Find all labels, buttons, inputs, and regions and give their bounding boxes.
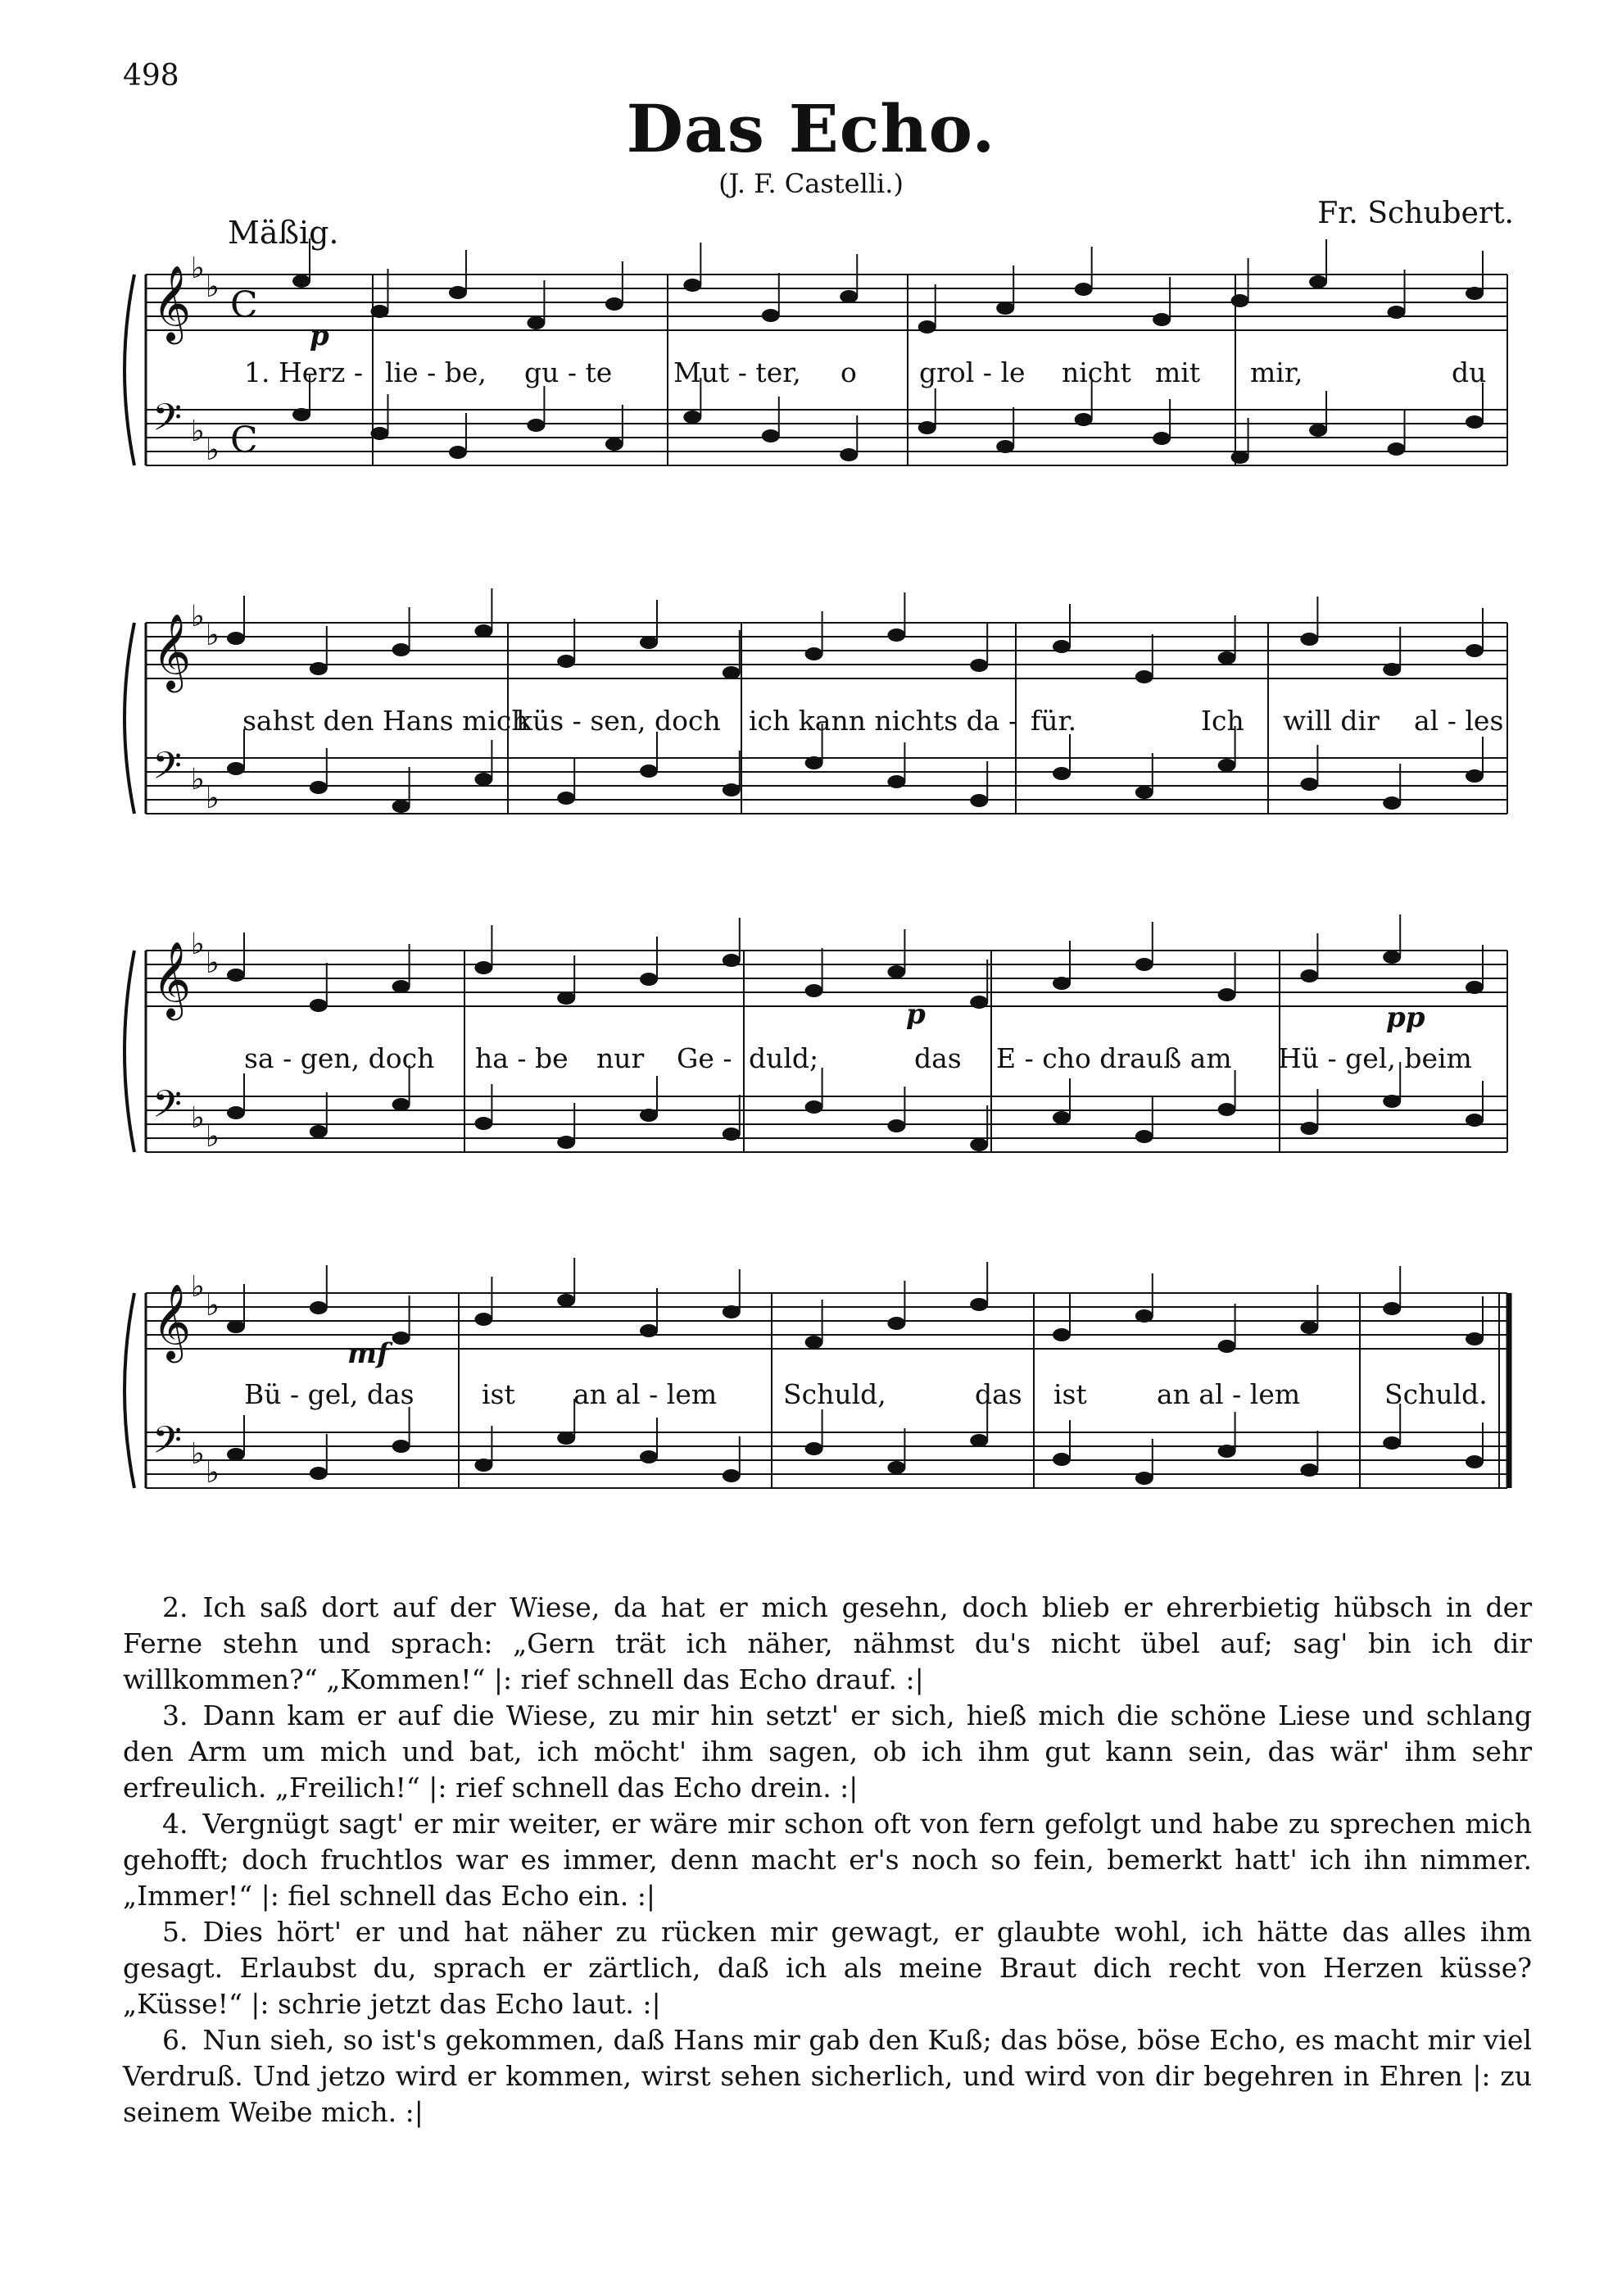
note-head — [1300, 969, 1318, 982]
note-head — [1383, 1302, 1401, 1315]
note-head — [1053, 1111, 1071, 1124]
lyric: grol - le — [919, 356, 1026, 388]
note-head — [474, 1313, 492, 1326]
flat-sign: ♭ — [191, 1101, 205, 1135]
lyric: lie - be, — [385, 356, 487, 388]
note-head — [640, 765, 658, 778]
note-head — [392, 1332, 410, 1345]
note-head — [723, 1469, 741, 1482]
note-head — [370, 305, 388, 318]
note-head — [392, 643, 410, 656]
note-head — [723, 954, 741, 967]
note-head — [1218, 1445, 1236, 1458]
note-head — [292, 275, 310, 288]
note-head — [805, 647, 823, 660]
verse-6 — [123, 2022, 1532, 2130]
note-head — [1135, 958, 1153, 971]
flat-sign: ♭ — [206, 433, 220, 467]
note-head — [887, 965, 905, 978]
treble-clef: 𝄞 — [152, 613, 192, 689]
note-head — [887, 1119, 905, 1132]
note-head — [640, 1324, 658, 1337]
note-head — [527, 316, 545, 329]
note-head — [310, 1467, 328, 1480]
note-head — [557, 655, 575, 668]
note-head — [723, 1305, 741, 1318]
note-head — [527, 419, 545, 432]
note-head — [310, 781, 328, 794]
note-head — [918, 320, 936, 334]
bass-clef: 𝄢 — [152, 396, 183, 449]
note-head — [227, 762, 245, 775]
additional-verses — [123, 1590, 1532, 2130]
note-head — [918, 421, 936, 434]
note-head — [1300, 633, 1318, 646]
note-head — [227, 969, 245, 982]
note-head — [1388, 306, 1406, 319]
verse-2 — [123, 1590, 1532, 1698]
lyric: das — [914, 1042, 962, 1074]
lyric: an al - lem — [573, 1378, 718, 1410]
note-head — [640, 636, 658, 649]
lyric: mir, — [1250, 356, 1303, 388]
lyric: E - cho drauß am — [996, 1042, 1232, 1074]
note-head — [805, 756, 823, 769]
lyric: für. — [1031, 705, 1077, 737]
note-head — [1466, 1332, 1484, 1345]
lyric: sahst den Hans mich — [242, 705, 529, 737]
note-head — [449, 286, 467, 299]
note-head — [557, 1136, 575, 1149]
note-head — [1153, 432, 1171, 445]
treble-clef: 𝄞 — [152, 265, 192, 341]
note-head — [1300, 778, 1318, 791]
note-head — [1383, 951, 1401, 964]
note-head — [310, 662, 328, 675]
song-title: Das Echo. — [626, 90, 996, 167]
lyric: o — [840, 356, 857, 388]
note-head — [887, 628, 905, 642]
note-head — [840, 448, 858, 461]
verse-number: 3. — [162, 1699, 188, 1731]
note-head — [723, 1128, 741, 1141]
note-head — [1218, 1103, 1236, 1116]
verse-3 — [123, 1698, 1532, 1806]
note-head — [1231, 294, 1249, 307]
lyric: Hü - gel, beim — [1278, 1042, 1472, 1074]
note-head — [557, 1294, 575, 1307]
verse-text: Vergnügt sagt' er mir weiter, er wäre mir schon oft von fern gefolgt und habe zu sprechen mich gehofft; doch fruchtlos war es immer, denn macht er's noch so fein, bemerkt hatt' ich ihn nimmer. „Immer!“ |: fiel schnell das Echo ein. :| — [123, 1808, 1532, 1912]
verse-number: 4. — [162, 1808, 188, 1840]
lyric: will dir — [1283, 705, 1380, 737]
note-head — [1383, 1436, 1401, 1450]
note-head — [557, 792, 575, 805]
note-head — [640, 1450, 658, 1463]
flat-sign: ♭ — [191, 928, 205, 961]
note-head — [1466, 769, 1484, 783]
note-head — [227, 632, 245, 645]
lyric: nicht — [1062, 356, 1131, 388]
note-head — [1383, 796, 1401, 810]
page-number: 498 — [123, 59, 179, 93]
note-head — [805, 1336, 823, 1349]
lyric: das — [975, 1378, 1022, 1410]
verse-number: 5. — [162, 1916, 188, 1948]
note-head — [1135, 670, 1153, 683]
treble-clef: 𝄞 — [152, 941, 192, 1017]
note-head — [227, 1448, 245, 1461]
bass-clef: 𝄢 — [152, 1082, 183, 1136]
bass-clef: 𝄢 — [152, 1418, 183, 1472]
note-head — [805, 1442, 823, 1455]
note-head — [1388, 442, 1406, 456]
note-head — [1218, 759, 1236, 772]
note-head — [1218, 651, 1236, 665]
lyric: mit — [1155, 356, 1201, 388]
note-head — [1466, 981, 1484, 994]
note-head — [1053, 640, 1071, 653]
note-head — [310, 1301, 328, 1314]
composer: Fr. Schubert. — [1317, 197, 1514, 230]
flat-sign: ♭ — [206, 1456, 220, 1490]
note-head — [887, 1461, 905, 1474]
flat-sign: ♭ — [191, 252, 205, 285]
verse-4 — [123, 1806, 1532, 1914]
dynamic-marking: p — [906, 998, 926, 1031]
time-signature: C — [230, 420, 258, 461]
note-head — [970, 1138, 988, 1151]
note-head — [474, 1459, 492, 1472]
note-head — [1309, 424, 1327, 437]
brace — [125, 1293, 134, 1488]
note-head — [996, 440, 1014, 453]
note-head — [970, 659, 988, 672]
lyric: du — [1452, 356, 1487, 388]
note-head — [1466, 287, 1484, 300]
lyric: küs - sen, doch — [516, 705, 721, 737]
note-head — [970, 794, 988, 807]
note-head — [683, 411, 701, 424]
dynamic-marking: p — [310, 320, 329, 352]
lyricist: (J. F. Castelli.) — [718, 168, 904, 199]
flat-sign: ♭ — [191, 415, 205, 448]
note-head — [1300, 1321, 1318, 1334]
note-head — [805, 984, 823, 997]
note-head — [996, 302, 1014, 315]
tempo-marking: Mäßig. — [228, 215, 339, 251]
note-head — [392, 800, 410, 813]
note-head — [1466, 415, 1484, 429]
note-head — [1300, 1122, 1318, 1135]
note-head — [1309, 275, 1327, 288]
note-head — [887, 1317, 905, 1330]
verse-5 — [123, 1914, 1532, 2022]
note-head — [1231, 451, 1249, 464]
lyric: Ge - — [677, 1042, 732, 1074]
note-head — [310, 999, 328, 1012]
lyric: Mut - ter, — [673, 356, 801, 388]
note-head — [805, 1100, 823, 1114]
flat-sign: ♭ — [206, 1289, 220, 1323]
note-head — [557, 1432, 575, 1445]
note-head — [605, 297, 623, 311]
lyric: duld; — [749, 1042, 819, 1074]
note-head — [1053, 977, 1071, 990]
note-head — [1153, 313, 1171, 326]
note-head — [1466, 1114, 1484, 1127]
note-head — [474, 773, 492, 786]
note-head — [557, 991, 575, 1005]
lyric: Schuld, — [783, 1378, 886, 1410]
note-head — [1053, 1328, 1071, 1341]
note-head — [1135, 1472, 1153, 1485]
note-head — [1383, 1095, 1401, 1108]
brace — [125, 623, 134, 814]
bass-clef: 𝄢 — [152, 744, 183, 797]
note-head — [1075, 413, 1093, 426]
lyric: al - les — [1414, 705, 1504, 737]
note-head — [723, 783, 741, 796]
lyric: Ich — [1201, 705, 1244, 737]
note-head — [292, 408, 310, 421]
lyric: ist — [482, 1378, 515, 1410]
note-head — [227, 1106, 245, 1119]
flat-sign: ♭ — [206, 782, 220, 815]
dynamic-marking: pp — [1386, 1001, 1425, 1034]
lyric: nur — [596, 1042, 645, 1074]
verse-number: 6. — [162, 2024, 188, 2056]
lyric: an al - lem — [1157, 1378, 1301, 1410]
flat-sign: ♭ — [191, 1437, 205, 1471]
lyric: ich kann nichts da - — [749, 705, 1018, 737]
note-head — [392, 1440, 410, 1453]
lyric: ha - be — [475, 1042, 569, 1074]
note-head — [970, 1298, 988, 1311]
note-head — [1135, 1130, 1153, 1143]
lyric: gu - te — [524, 356, 613, 388]
lyric: sa - gen, doch — [244, 1042, 435, 1074]
verse-text: Dann kam er auf die Wiese, zu mir hin setzt' er sich, hieß mich die schöne Liese und schlang den Arm um mich und bat, ich möcht' ihm sagen, ob ich ihm gut kann sein, das wär' ihm sehr erfreulich. „Freilich!“ |: rief schnell das Echo drein. :| — [123, 1699, 1532, 1804]
flat-sign: ♭ — [191, 600, 205, 633]
note-head — [1218, 988, 1236, 1001]
brace — [125, 951, 134, 1152]
flat-sign: ♭ — [206, 1120, 220, 1154]
note-head — [227, 1320, 245, 1333]
note-head — [683, 279, 701, 292]
note-head — [1466, 644, 1484, 657]
note-head — [970, 1434, 988, 1447]
note-head — [1218, 1340, 1236, 1353]
verse-text: Ich saß dort auf der Wiese, da hat er mich gesehn, doch blieb er ehrerbietig hübsch in der Ferne stehn und sprach: „Gern trät ich näher, nähmst du's nicht übel auf; sag' bin ich dir willkommen?“ „Kommen!“ |: rief schnell das Echo drauf. :| — [123, 1591, 1532, 1695]
flat-sign: ♭ — [191, 763, 205, 796]
note-head — [640, 973, 658, 986]
note-head — [970, 996, 988, 1009]
note-head — [1383, 663, 1401, 676]
dynamic-marking: mf — [347, 1337, 389, 1370]
lyric: Bü - gel, das — [244, 1378, 415, 1410]
note-head — [723, 666, 741, 679]
note-head — [370, 427, 388, 440]
note-head — [474, 961, 492, 974]
flat-sign: ♭ — [206, 946, 220, 980]
note-head — [449, 446, 467, 459]
note-head — [887, 775, 905, 788]
lyric: 1. Herz - — [244, 356, 364, 388]
note-head — [392, 980, 410, 993]
brace — [125, 275, 134, 465]
verse-text: Dies hört' er und hat näher zu rücken mir gewagt, er glaubte wohl, ich hätte das alles ihm gesagt. Erlaubst du, sprach er zärtlich, daß ich als meine Braut dich recht von Herzen küsse? „Küsse!“ |: schrie jetzt das Echo laut. :| — [123, 1916, 1532, 2020]
verse-number: 2. — [162, 1591, 188, 1623]
flat-sign: ♭ — [191, 1270, 205, 1304]
note-head — [1075, 283, 1093, 296]
note-head — [1053, 1453, 1071, 1466]
note-head — [1135, 786, 1153, 799]
lyric: Schuld. — [1384, 1378, 1488, 1410]
note-head — [474, 624, 492, 638]
lyric: ist — [1053, 1378, 1087, 1410]
note-head — [310, 1125, 328, 1138]
note-head — [392, 1098, 410, 1111]
note-head — [605, 438, 623, 451]
note-head — [640, 1109, 658, 1122]
note-head — [840, 290, 858, 303]
note-head — [1466, 1455, 1484, 1468]
note-head — [1300, 1463, 1318, 1477]
note-head — [762, 309, 780, 322]
flat-sign: ♭ — [206, 270, 220, 304]
verse-text: Nun sieh, so ist's gekommen, daß Hans mir gab den Kuß; das böse, böse Echo, es macht mir viel Verdruß. Und jetzo wird er kommen, wirst sehen sicherlich, und wird von dir begehren in Ehren |: zu seinem Weibe mich. :| — [123, 2024, 1532, 2128]
treble-clef: 𝄞 — [152, 1283, 192, 1359]
flat-sign: ♭ — [206, 619, 220, 652]
note-head — [1135, 1309, 1153, 1323]
note-head — [474, 1117, 492, 1130]
note-head — [1053, 767, 1071, 780]
note-head — [762, 429, 780, 442]
time-signature: C — [230, 284, 258, 326]
